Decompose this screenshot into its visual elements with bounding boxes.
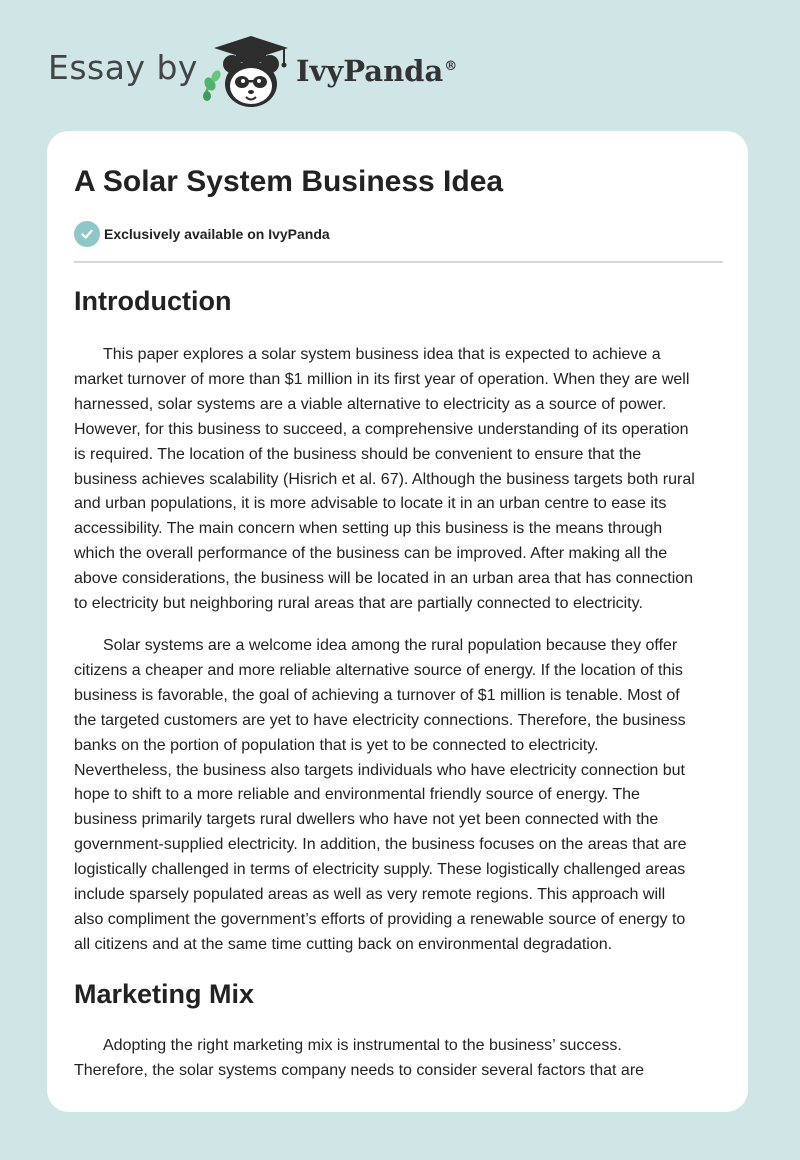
paragraph-line: which the overall performance of the business can be improved. After making all the [74, 545, 668, 563]
check-icon [74, 221, 100, 247]
paragraph-line: logistically challenged in terms of electricity supply. These logistically challenged areas [74, 861, 686, 879]
paragraph-line: is required. The location of the business should be convenient to ensure that the [74, 445, 642, 463]
paragraph-line: accessibility. The main concern when setting up this business is the means through [74, 520, 663, 538]
paragraph-line: This paper explores a solar system business idea that is expected to achieve a [103, 346, 661, 363]
exclusive-label: Exclusively available on IvyPanda [104, 226, 330, 242]
paragraph-line: banks on the portion of population that is yet to be connected to electricity. [74, 736, 599, 754]
article-card [47, 131, 748, 1112]
paragraph [74, 634, 723, 958]
paragraph [74, 1034, 723, 1084]
paragraph-line: market turnover of more than $1 million in its first year of operation. When they are well [74, 370, 690, 388]
paragraph [74, 343, 723, 617]
paragraph-line: all citizens and at the same time cutting back on environmental degradation. [74, 935, 613, 953]
paragraph-line: above considerations, the business will be located in an urban area that has connection [74, 570, 694, 588]
paragraph-line: and urban populations, it is more advisable to locate it in an urban centre to ease its [74, 495, 667, 513]
paragraph-line: business is favorable, the goal of achieving a turnover of $1 million is tenable. Most of [74, 686, 680, 704]
paragraph-line: However, for this business to succeed, a comprehensive understanding of its operation [74, 420, 689, 438]
title-divider [74, 261, 723, 263]
paragraph-line: business primarily targets rural dwellers who have not yet been connected with the [74, 811, 659, 829]
paragraph-line: Adopting the right marketing mix is instrumental to the business’ success. [103, 1037, 622, 1054]
essay-by-label: Essay by [48, 48, 198, 87]
paragraph-line: Nevertheless, the business also targets individuals who have electricity connection but [74, 761, 685, 779]
paragraph-line: also compliment the government’s efforts of providing a renewable source of energy to [74, 910, 686, 928]
paragraph-line: Therefore, the solar systems company needs to consider several factors that are [74, 1061, 645, 1079]
paragraph-line: include sparsely populated areas as well as very remote regions. This approach will [74, 886, 666, 904]
registered-mark: ® [444, 59, 458, 75]
paragraph-line: harnessed, solar systems are a viable alternative to electricity as a source of power. [74, 395, 667, 413]
exclusive-badge [74, 221, 330, 247]
section-heading-marketing-mix: Marketing Mix [74, 979, 255, 1009]
paragraph-line: government-supplied electricity. In addition, the business focuses on the areas that are [74, 836, 687, 854]
paragraph-line: Solar systems are a welcome idea among the rural population because they offer [103, 637, 678, 654]
panda-logo-icon[interactable] [200, 34, 292, 110]
paragraph-line: business achieves scalability (Hisrich et al. 67). Although the business targets both rural [74, 470, 695, 488]
site-header [0, 0, 800, 130]
paragraph-line: citizens a cheaper and more reliable alternative source of energy. If the location of this [74, 661, 683, 679]
paragraph-line: to electricity but neighboring rural areas that are partially connected to electricity. [74, 595, 643, 613]
section-heading-introduction: Introduction [74, 286, 232, 316]
paragraph-line: hope to shift to a more reliable and environmental friendly source of energy. The [74, 786, 640, 804]
brand-name[interactable]: IvyPanda® [296, 54, 458, 88]
article-title: A Solar System Business Idea [74, 165, 504, 198]
paragraph-line: the targeted customers are yet to have electricity connections. Therefore, the business [74, 711, 686, 729]
